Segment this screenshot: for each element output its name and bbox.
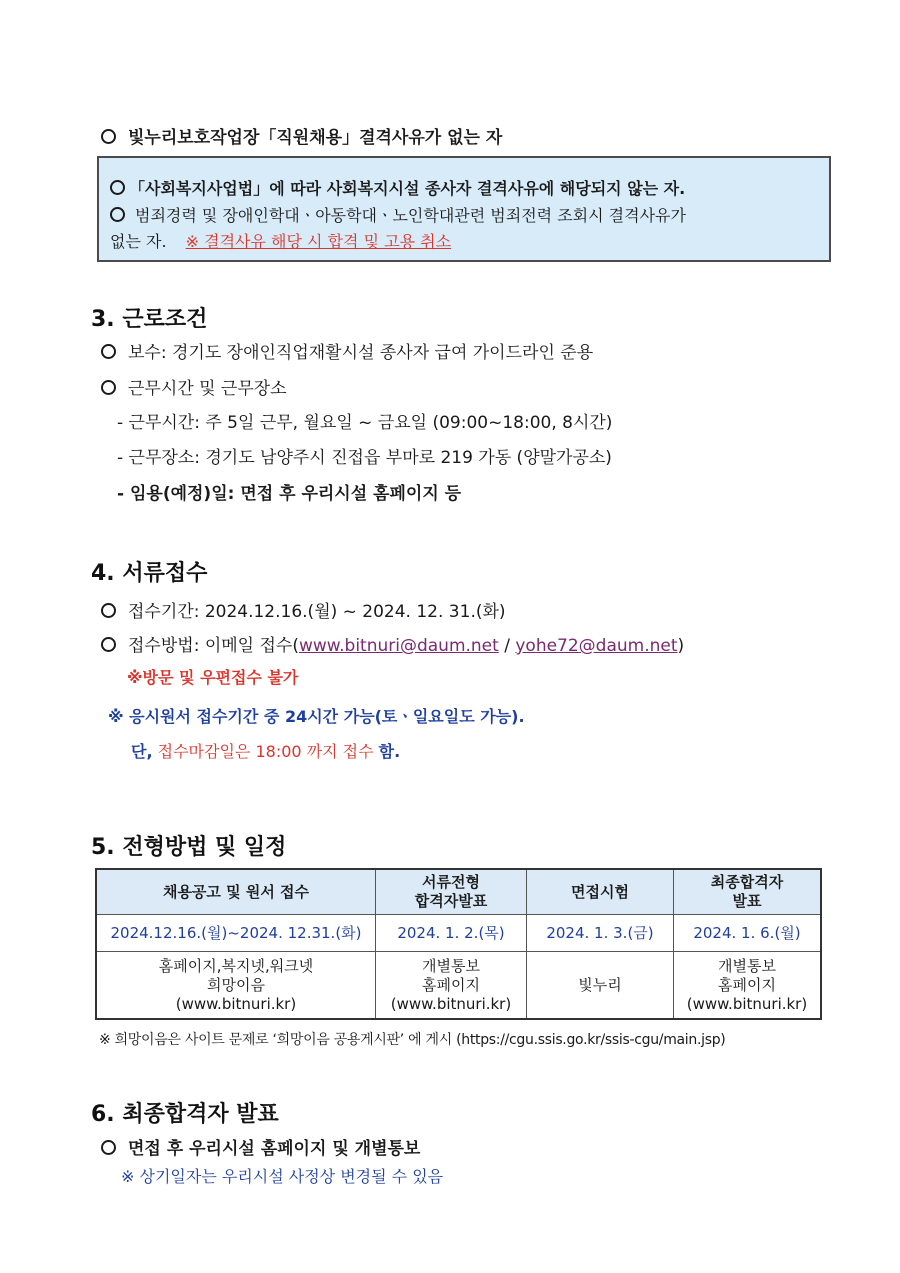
circle-bullet-icon	[110, 207, 125, 222]
circle-bullet-icon	[110, 180, 125, 195]
box-line-3: 없는 자. ※ 결격사유 해당 시 합격 및 고용 취소	[110, 232, 452, 251]
change-note: ※ 상기일자는 우리시설 사정상 변경될 수 있음	[121, 1167, 444, 1186]
table-header-cell: 채용공고 및 원서 접수	[96, 869, 376, 915]
circle-bullet-icon	[101, 1140, 116, 1155]
section-4-title: 4. 서류접수	[91, 561, 208, 586]
table-cell: 2024. 1. 2.(목)	[376, 915, 527, 952]
table-header-cell: 최종합격자 발표	[674, 869, 822, 915]
email-link-2[interactable]: yohe72@daum.net	[515, 636, 678, 656]
table-cell: 2024.12.16.(월)~2024. 12.31.(화)	[96, 915, 376, 952]
table-footnote: ※ 희망이음은 사이트 문제로 ‘희망이음 공용게시판’ 에 게시 (https://cgu.ssis.go.kr/ssis-cgu/main.jsp)	[99, 1032, 726, 1048]
section-5-title: 5. 전형방법 및 일정	[91, 835, 287, 860]
circle-bullet-icon	[101, 129, 116, 144]
eligibility-line	[101, 123, 502, 148]
table-cell: 홈페이지,복지넷,워크넷 희망이음 (www.bitnuri.kr)	[96, 952, 376, 1020]
table-row	[96, 915, 821, 952]
final-announce-line: 면접 후 우리시설 홈페이지 및 개별통보	[101, 1134, 420, 1159]
circle-bullet-icon	[101, 344, 116, 359]
table-header-cell: 면접시험	[527, 869, 674, 915]
schedule-table	[95, 868, 822, 1020]
apply-24h-note: ※ 응시원서 접수기간 중 24시간 가능(토ㆍ일요일도 가능).	[108, 707, 525, 726]
circle-bullet-icon	[101, 380, 116, 395]
email-link-1[interactable]: www.bitnuri@daum.net	[298, 636, 499, 656]
period-line: 접수기간: 2024.12.16.(월) ~ 2024. 12. 31.(화)	[101, 597, 506, 622]
hours-line: - 근무시간: 주 5일 근무, 월요일 ~ 금요일 (09:00~18:00, 8시간)	[117, 413, 613, 433]
circle-bullet-icon	[101, 603, 116, 618]
table-cell: 2024. 1. 3.(금)	[527, 915, 674, 952]
pay-line: 보수: 경기도 장애인직업재활시설 종사자 급여 가이드라인 준용	[101, 338, 593, 363]
table-cell: 빛누리	[527, 952, 674, 1020]
place-line: - 근무장소: 경기도 남양주시 진접읍 부마로 219 가동 (양말가공소)	[117, 448, 612, 468]
deadline-note: 단, 접수마감일은 18:00 까지 접수 함.	[131, 742, 401, 761]
table-row	[96, 952, 821, 1020]
cancel-note: ※ 결격사유 해당 시 합격 및 고용 취소	[185, 232, 452, 251]
box-line-1: 「사회복지사업법」에 따라 사회복지시설 종사자 결격사유에 해당되지 않는 자.	[110, 176, 685, 199]
table-cell: 개별통보 홈페이지 (www.bitnuri.kr)	[376, 952, 527, 1020]
eligibility-text: 빛누리보호작업장「직원채용」결격사유가 없는 자	[128, 128, 503, 148]
no-visit-note: ※방문 및 우편접수 불가	[127, 668, 299, 687]
appoint-line: - 임용(예정)일: 면접 후 우리시설 홈페이지 등	[117, 484, 462, 504]
section-3-title: 3. 근로조건	[91, 307, 208, 332]
table-cell: 개별통보 홈페이지 (www.bitnuri.kr)	[674, 952, 822, 1020]
box-line-2: 범죄경력 및 장애인학대ㆍ아동학대ㆍ노인학대관련 범죄전력 조회시 결격사유가	[110, 203, 686, 226]
method-line: 접수방법: 이메일 접수(www.bitnuri@daum.net / yohe72@daum.net)	[101, 631, 684, 656]
circle-bullet-icon	[101, 637, 116, 652]
table-header-cell: 서류전형 합격자발표	[376, 869, 527, 915]
section-6-title: 6. 최종합격자 발표	[91, 1102, 279, 1127]
table-header-row	[96, 869, 821, 915]
table-cell: 2024. 1. 6.(월)	[674, 915, 822, 952]
hours-place-line: 근무시간 및 근무장소	[101, 374, 287, 399]
